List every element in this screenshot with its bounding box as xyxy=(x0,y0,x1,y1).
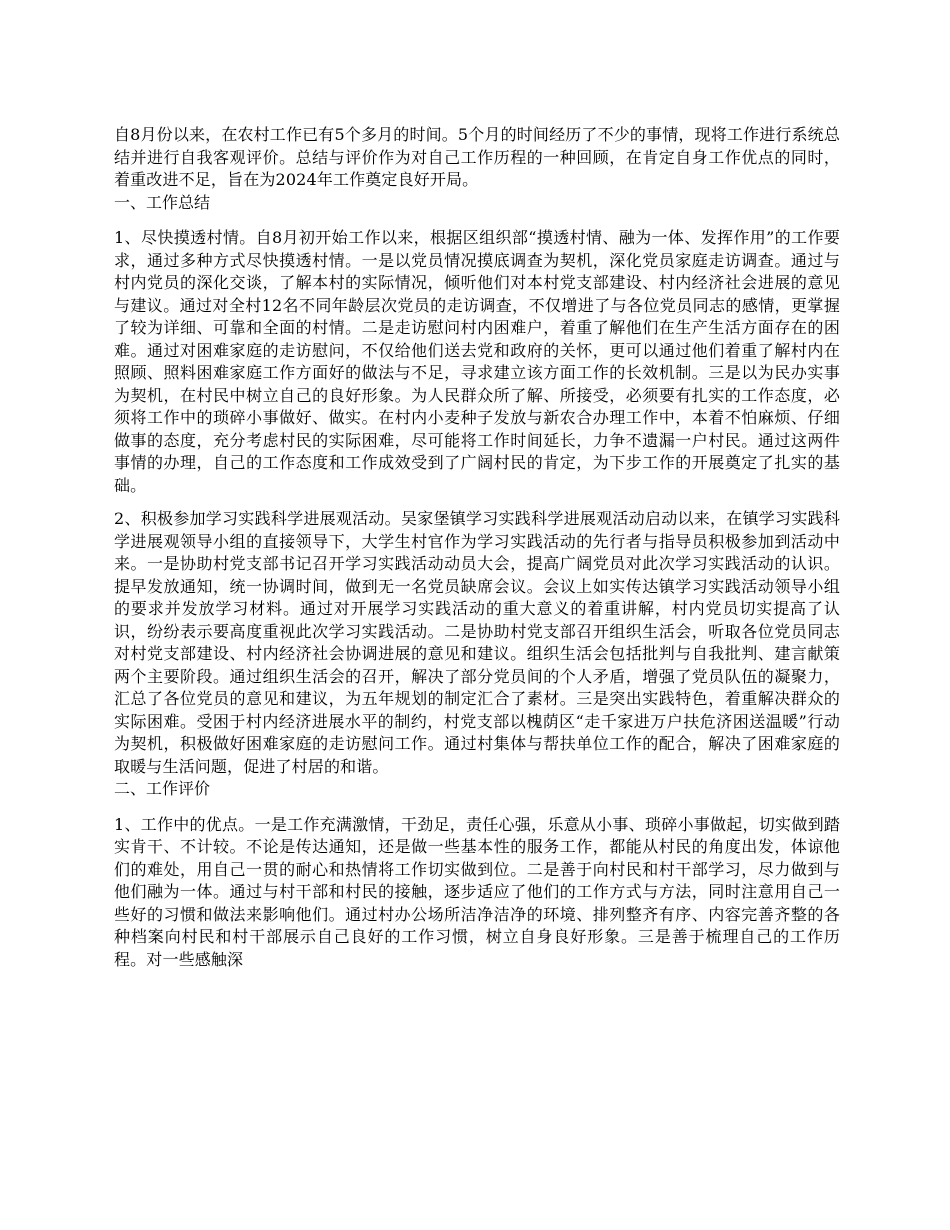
section-heading-work-summary: 一、工作总结 xyxy=(114,192,211,212)
section-heading-work-evaluation: 二、工作评价 xyxy=(114,779,211,798)
document-body xyxy=(114,124,840,971)
summary-paragraph-1: 1、尽快摸透村情。自8月初开始工作以来，根据区组织部“摸透村情、融为一体、发挥作用”的工作要求，通过多种方式尽快摸透村情。一是以党员情况摸底调查为契机，深化党员家庭走访调查。通过与村内党员的深化交谈，了解本村的实际情况，倾听他们对本村党支部建设、村内经济社会进展的意见与建议。通过对全村12名不同年龄层次党员的走访调查，不仅增进了与各位党员同志的感情，更掌握了较为详细、可靠和全面的村情。二是走访慰问村内困难户，着重了解他们在生产生活方面存在的困难。通过对困难家庭的走访慰问，不仅给他们送去党和政府的关怀，更可以通过他们着重了解村内在照顾、照料困难家庭工作方面好的做法与不足，寻求建立该方面工作的长效机制。三是以为民办实事为契机，在村民中树立自己的良好形象。为人民群众所了解、所接受，必须要有扎实的工作态度，必须将工作中的琐碎小事做好、做实。在村内小麦种子发放与新农合办理工作中，本着不怕麻烦、仔细做事的态度，充分考虑村民的实际困难，尽可能将工作时间延长，力争不遗漏一户村民。通过这两件事情的办理，自己的工作态度和工作成效受到了广阔村民的肯定，为下步工作的开展奠定了扎实的基础。 xyxy=(114,228,840,495)
evaluation-paragraph-1: 1、工作中的优点。一是工作充满激情，干劲足，责任心强，乐意从小事、琐碎小事做起，切实做到踏实肯干、不计较。不论是传达通知，还是做一些基本性的服务工作，都能从村民的角度出发，体谅他们的难处，用自己一贯的耐心和热情将工作切实做到位。二是善于向村民和村干部学习，尽力做到与他们融为一体。通过与村干部和村民的接触，逐步适应了他们的工作方式与方法，同时注意用自己一些好的习惯和做法来影响他们。通过村办公场所洁净洁净的环境、排列整齐有序、内容完善齐整的各种档案向村民和村干部展示自己良好的工作习惯，树立自身良好形象。三是善于梳理自己的工作历程。对一些感触深 xyxy=(114,814,840,969)
intro-paragraph: 自8月份以来，在农村工作已有5个多月的时间。5个月的时间经历了不少的事情，现将工作进行系统总结并进行自我客观评价。总结与评价作为对自己工作历程的一种回顾，在肯定自身工作优点的同时，着重改进不足，旨在为2024年工作奠定良好开局。 xyxy=(114,125,840,189)
summary-paragraph-2: 2、积极参加学习实践科学进展观活动。吴家堡镇学习实践科学进展观活动启动以来，在镇学习实践科学进展观领导小组的直接领导下，大学生村官作为学习实践活动的先行者与指导员积极参加到活动中来。一是协助村党支部书记召开学习实践活动动员大会，提高广阔党员对此次学习实践活动的认识。提早发放通知，统一协调时间，做到无一名党员缺席会议。会议上如实传达镇学习实践活动领导小组的要求并发放学习材料。通过对开展学习实践活动的重大意义的着重讲解，村内党员切实提高了认识，纷纷表示要高度重视此次学习实践活动。二是协助村党支部召开组织生活会，听取各位党员同志对村党支部建设、村内经济社会协调进展的意见和建议。组织生活会包括批判与自我批判、建言献策两个主要阶段。通过组织生活会的召开，解决了部分党员间的个人矛盾，增强了党员队伍的凝聚力，汇总了各位党员的意见和建议，为五年规划的制定汇合了素材。三是突出实践特色，着重解决群众的实际困难。受困于村内经济进展水平的制约，村党支部以槐荫区“走千家进万户扶危济困送温暖”行动为契机，积极做好困难家庭的走访慰问工作。通过村集体与帮扶单位工作的配合，解决了困难家庭的取暖与生活问题，促进了村居的和谐。 xyxy=(114,509,840,776)
